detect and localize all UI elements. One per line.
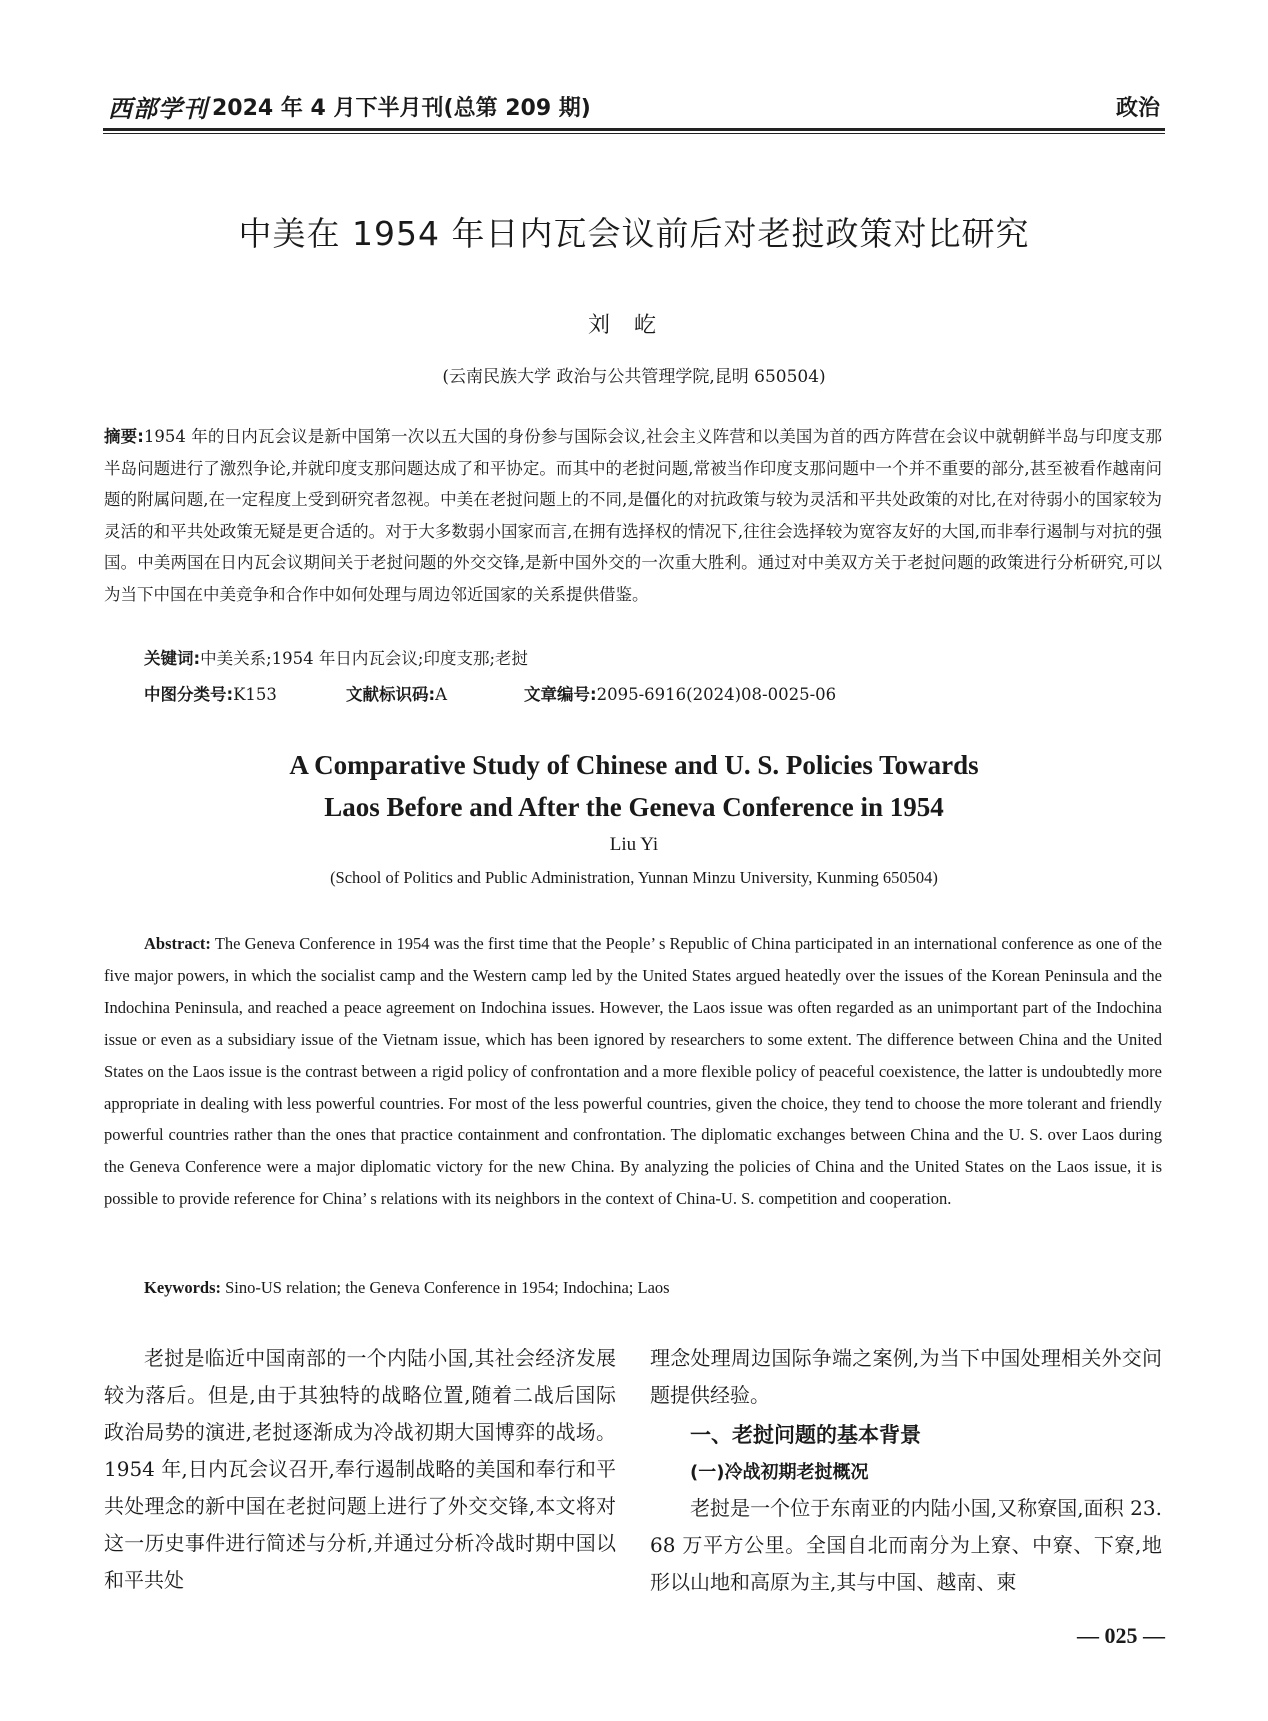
chinese-title: 中美在 1954 年日内瓦会议前后对老挝政策对比研究 bbox=[238, 214, 1030, 253]
header-rule bbox=[103, 128, 1165, 131]
header-journal-info bbox=[108, 89, 591, 124]
chinese-abstract-text: 1954 年的日内瓦会议是新中国第一次以五大国的身份参与国际会议,社会主义阵营和以美国为首的西方阵营在会议中就朝鲜半岛与印度支那半岛问题进行了激烈争论,并就印度支那问题达成了和平协定。而其中的老挝问题,常被当作印度支那问题中一个并不重要的部分,甚至被看作越南问题的附属问题,在一定程度上受到研究者忽视。中美在老挝问题上的不同,是僵化的对抗政策与较为灵活和平共处政策的对比,在对待弱小的国家较为灵活的和平共处政策无疑是更合适的。对于大多数弱小国家而言,在拥有选择权的情况下,往往会选择较为宽容友好的大国,而非奉行遏制与对抗的强国。中美两国在日内瓦会议期间关于老挝问题的外交交锋,是新中国外交的一次重大胜利。通过对中美双方关于老挝问题的政策进行分析研究,可以为当下中国在中美竞争和合作中如何处理与周边邻近国家的关系提供借鉴。 bbox=[104, 427, 1162, 604]
body-column-left bbox=[104, 1340, 616, 1599]
section-heading: 一、老挝问题的基本背景 bbox=[690, 1423, 921, 1447]
clc-number: 中图分类号:K153 bbox=[144, 685, 277, 704]
header-rule-thin bbox=[103, 133, 1165, 134]
chinese-keywords bbox=[144, 645, 1162, 669]
english-abstract bbox=[104, 928, 1162, 1215]
body-paragraph: 老挝是临近中国南部的一个内陆小国,其社会经济发展较为落后。但是,由于其独特的战略位置,随着二战后国际政治局势的演进,老挝逐渐成为冷战初期大国博弈的战场。1954 年,日内瓦会议召开,奉行遏制战略的美国和奉行和平共处理念的新中国在老挝问题上进行了外交交锋,本文将对这一历史事件进行简述与分析,并通过分析冷战时期中国以和平共处 bbox=[104, 1346, 616, 1592]
running-header bbox=[108, 88, 1160, 124]
chinese-affiliation: (云南民族大学 政治与公共管理学院,昆明 650504) bbox=[442, 367, 826, 387]
english-keywords-text: Sino-US relation; the Geneva Conference in 1954; Indochina; Laos bbox=[225, 1278, 670, 1297]
chinese-abstract-label: 摘要: bbox=[104, 427, 144, 446]
article-number: 文章编号:2095-6916(2024)08-0025-06 bbox=[524, 685, 837, 704]
chinese-keywords-label: 关键词: bbox=[144, 649, 201, 668]
english-title bbox=[100, 744, 1168, 828]
english-abstract-text: The Geneva Conference in 1954 was the first time that the People’ s Republic of China participated in an international conference as one of the five major powers, in which the socialist camp and the Western camp led by the United States argued heatedly over the issues of the Korean Peninsula and the Indochina Peninsula, and reached a peace agreement on Indochina issues. However, the Laos issue was often regarded as an unimportant part of the Indochina issue or even as a subsidiary issue of the Vietnam issue, which has been ignored by researchers to some extent. The difference between China and the United States on the Laos issue is the contrast between a rigid policy of confrontation and a more flexible policy of peaceful coexistence, the latter is undoubtedly more appropriate in dealing with less powerful countries. For most of the less powerful countries, given the choice, they tend to choose the more tolerant and friendly powerful countries rather than the ones that practice containment and confrontation. The diplomatic exchanges between China and the U. S. over Laos during the Geneva Conference were a major diplomatic victory for the new China. By analyzing the policies of China and the United States on the Laos issue, it is possible to provide reference for China’ s relations with its neighbors in the context of China-U. S. competition and cooperation. bbox=[104, 934, 1163, 1209]
article-metadata bbox=[144, 681, 1162, 705]
section-label: 政治 bbox=[1115, 95, 1160, 121]
english-keywords-label: Keywords: bbox=[144, 1278, 221, 1297]
page-number: — 025 — bbox=[1077, 1623, 1165, 1648]
issue-info: 2024 年 4 月下半月刊(总第 209 期) bbox=[212, 95, 591, 121]
english-affiliation: (School of Politics and Public Administration, Yunnan Minzu University, Kunming 650504) bbox=[330, 868, 938, 887]
english-title-line2: Laos Before and After the Geneva Conference in 1954 bbox=[324, 792, 944, 822]
english-title-line1: A Comparative Study of Chinese and U. S. Policies Towards bbox=[289, 750, 979, 780]
document-code: 文献标识码:A bbox=[346, 685, 448, 704]
body-paragraph-continued: 理念处理周边国际争端之案例,为当下中国处理相关外交问题提供经验。 bbox=[650, 1346, 1162, 1407]
english-keywords bbox=[144, 1278, 1162, 1298]
body-paragraph: 老挝是一个位于东南亚的内陆小国,又称寮国,面积 23. 68 万平方公里。全国自北而南分为上寮、中寮、下寮,地形以山地和高原为主,其与中国、越南、柬 bbox=[650, 1496, 1162, 1594]
chinese-author: 刘屹 bbox=[587, 313, 680, 338]
journal-logo: 西部学刊 bbox=[108, 93, 208, 123]
english-abstract-label: Abstract: bbox=[144, 934, 211, 953]
subsection-heading: (一)冷战初期老挝概况 bbox=[690, 1462, 869, 1483]
english-author: Liu Yi bbox=[609, 834, 659, 855]
chinese-keywords-text: 中美关系;1954 年日内瓦会议;印度支那;老挝 bbox=[200, 649, 529, 668]
body-column-right bbox=[650, 1340, 1162, 1601]
chinese-abstract bbox=[104, 421, 1162, 610]
